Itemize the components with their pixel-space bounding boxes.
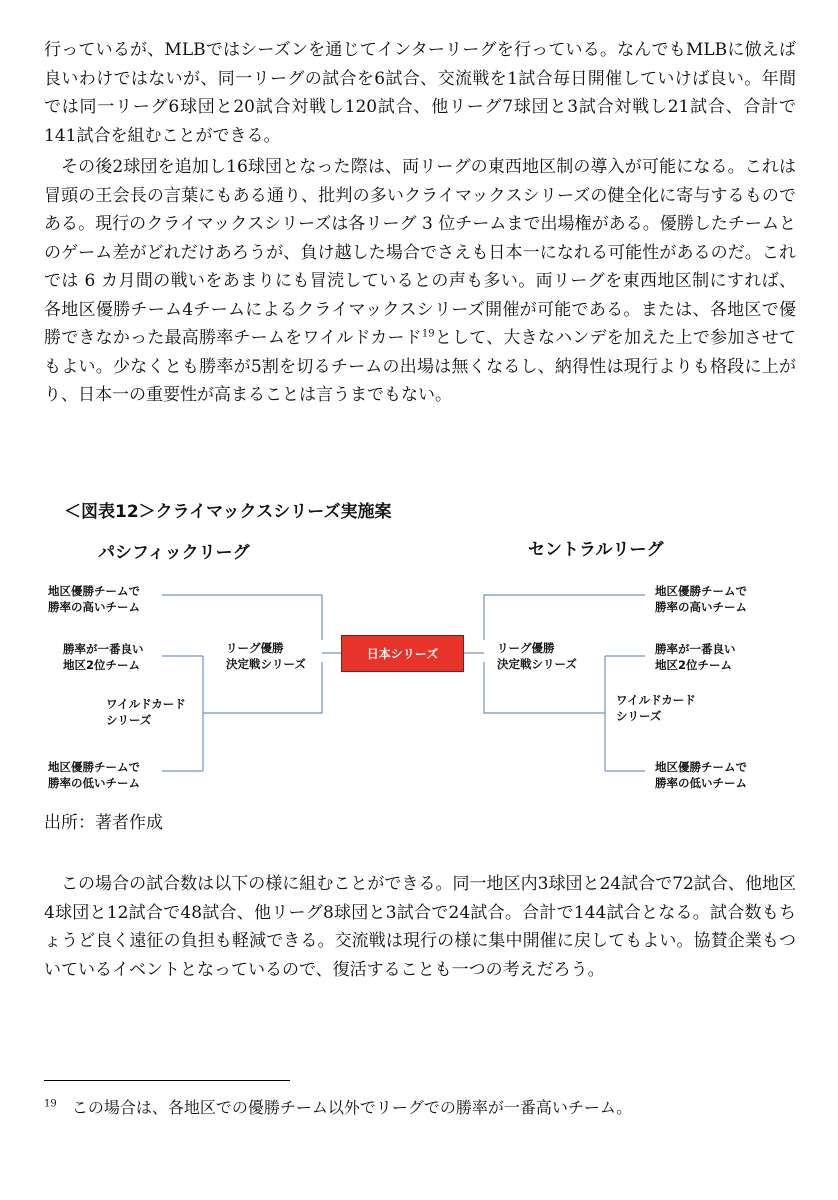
pacific-top-seed-label: 地区優勝チームで 勝率の高いチーム (48, 584, 140, 614)
body-paragraph-1: 行っているが、MLBではシーズンを通じてインターリーグを行っている。なんでもMLBに倣えば良いわけではないが、同一リーグの試合を6試合、交流戦を1試合毎日開催していけば良い。年間では同一リーグ6球団と20試合対戦し120試合、他リーグ7球団と3試合対戦し21試合、合計で141試合を組むことができる。 (44, 40, 796, 146)
paragraph-2-text-b: として、大きなハンデを加えた上で参加させてもよい。少なくとも勝率が5割を切るチームの出場は無くなるし、納得性は現行よりも格段に上がり、日本一の重要性が高まることは言うまでもない。 (44, 328, 796, 405)
figure-source: 出所：著者作成 (44, 813, 163, 833)
japan-series-box: 日本シリーズ (341, 635, 464, 672)
central-low-seed-label: 地区優勝チームで 勝率の低いチーム (655, 760, 747, 790)
central-wildcard-team-label: 勝率が一番良い 地区2位チーム (655, 642, 736, 672)
body-paragraph-3: この場合の試合数は以下の様に組むことができる。同一地区内3球団と24試合で72試合、他地区4球団と12試合で48試合、他リーグ8球団と3試合で24試合。合計で144試合となる。試合数もちょうど良く遠征の負担も軽減できる。交流戦は現行の様に集中開催に戻してもよい。協賛企業もついているイベントとなっているので、復活することも一つの考えだろう。 (44, 874, 796, 980)
footnote-reference: 19 (421, 328, 435, 340)
pacific-wildcard-series-label: ワイルドカード シリーズ (106, 697, 186, 727)
paragraph-2-text-a: その後2球団を追加し16球団となった際は、両リーグの東西地区制の導入が可能になる。これは冒頭の王会長の言葉にもある通り、批判の多いクライマックスシリーズの健全化に寄与するものである。現行のクライマックスシリーズは各リーグ 3 位チームまで出場権がある。優勝したチームとのゲーム差がどれだけあろうが、負け越した場合でさえも日本一になれる可能性があるのだ。これでは 6 カ月間の戦いをあまりにも冒涜しているとの声も多い。両リーグを東西地区制にすれば、各地区優勝チーム4チームによるクライマックスシリーズ開催が可能である。または、各地区で優勝できなかった最高勝率チームをワイルドカード (44, 157, 796, 348)
central-lcs-label: リーグ優勝 決定戦シリーズ (497, 641, 577, 671)
pacific-lcs-label: リーグ優勝 決定戦シリーズ (226, 641, 306, 671)
central-wildcard-series-label: ワイルドカード シリーズ (616, 693, 696, 723)
footnote-divider (44, 1080, 290, 1081)
figure-title: ＜図表12＞クライマックスシリーズ実施案 (64, 502, 392, 522)
central-top-seed-label: 地区優勝チームで 勝率の高いチーム (655, 584, 747, 614)
pacific-league-title: パシフィックリーグ (98, 543, 250, 563)
pacific-top-seed-line (162, 595, 322, 640)
footnote-number: 19 (44, 1098, 57, 1110)
footnote-text: この場合は、各地区での優勝チーム以外でリーグでの勝率が一番高いチーム。 (71, 1098, 633, 1117)
central-league-title: セントラルリーグ (528, 540, 664, 560)
pacific-wildcard-team-label: 勝率が一番良い 地区2位チーム (63, 642, 144, 672)
central-top-seed-line (484, 595, 645, 640)
footnote-19 (44, 1095, 632, 1118)
pacific-low-seed-label: 地区優勝チームで 勝率の低いチーム (48, 760, 140, 790)
